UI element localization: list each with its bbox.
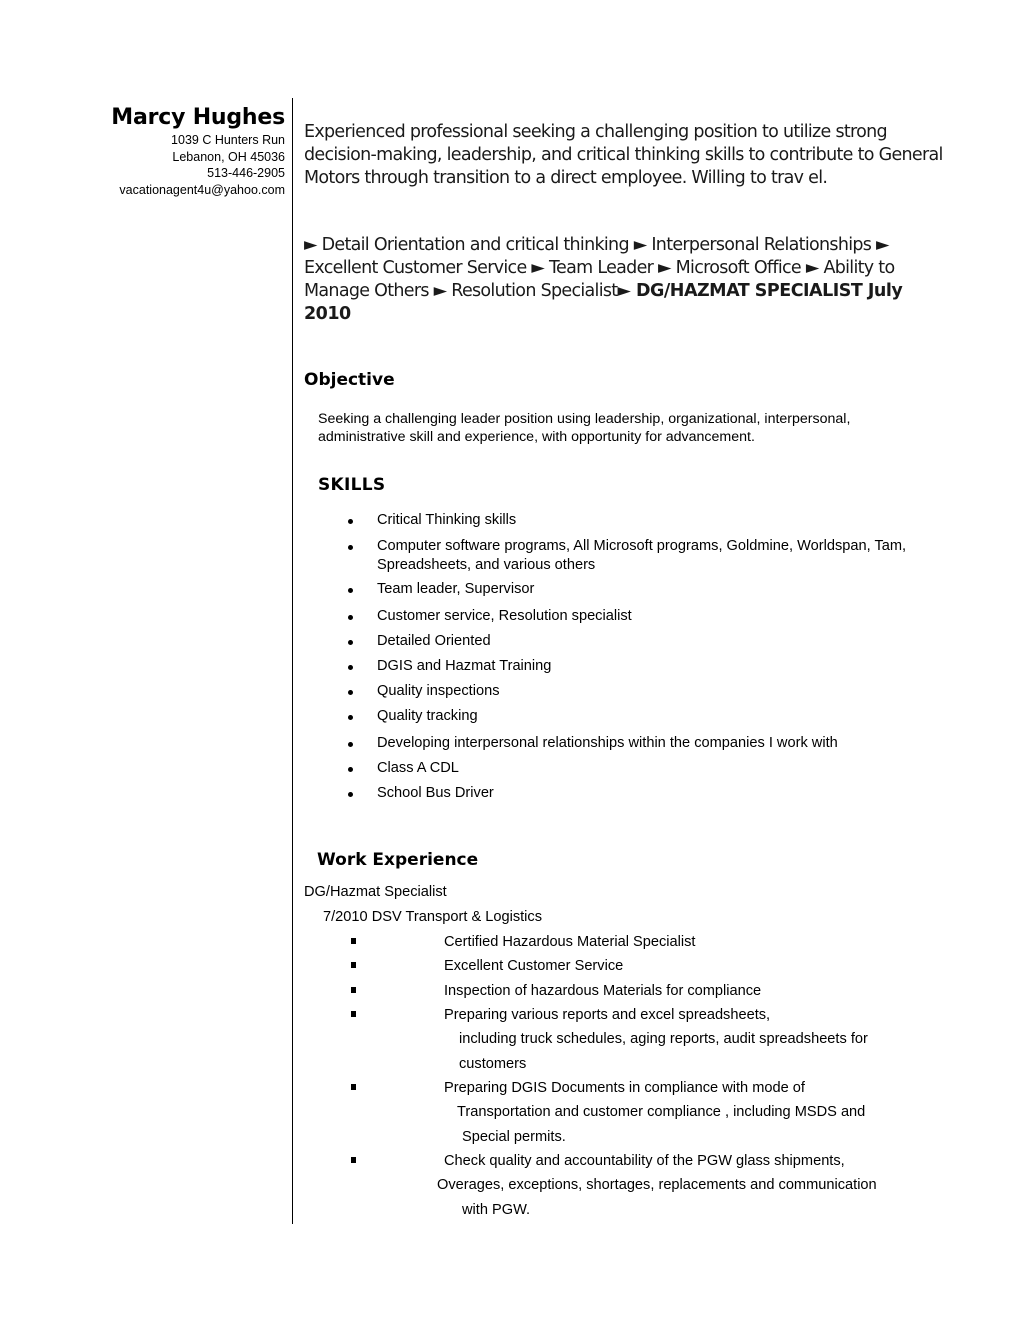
bullet-icon <box>348 690 353 695</box>
candidate-name: Marcy Hughes <box>111 105 285 130</box>
skill-item <box>377 580 947 599</box>
bullet-icon <box>348 715 353 720</box>
duty-item <box>444 932 695 952</box>
skill-text: Computer software programs, All Microsoft programs, Goldmine, Worldspan, Tam, Spreadsheets, and various others <box>377 538 907 573</box>
bullet-icon <box>348 588 353 593</box>
summary-paragraph: Experienced professional seeking a challenging position to utilize strong decision-making, leadership, and critical thinking skills to contribute to General Motors through transition to a direct employee. Willing to trav el. <box>304 122 943 188</box>
duty-text: Excellent Customer Service <box>444 958 624 974</box>
bullet-icon <box>348 792 353 797</box>
hazmat-highlight: ► DG/HAZMAT SPECIALIST July 2010 <box>304 281 903 324</box>
skill-text: School Bus Driver <box>377 785 494 801</box>
skill-item <box>377 657 947 676</box>
duty-continuation: Transportation and customer compliance , including MSDS and <box>457 1104 866 1120</box>
square-bullet-icon <box>351 962 356 968</box>
skill-text: Customer service, Resolution specialist <box>377 608 632 624</box>
job-date-company: 7/2010 DSV Transport & Logistics <box>323 909 543 925</box>
skill-text: Developing interpersonal relationships within the companies I work with <box>377 735 838 751</box>
duty-continuation: with PGW. <box>462 1202 531 1218</box>
bullet-icon <box>348 640 353 645</box>
skills-summary-text: ► Detail Orientation and critical thinking ► Interpersonal Relationships ► Excellent Customer Service ► Team Leader ► Microsoft Office ► Ability to Manage Others ► Resolution Specialist <box>304 235 895 301</box>
bullet-icon <box>348 665 353 670</box>
duty-continuation: customers <box>459 1056 527 1072</box>
skills-heading: SKILLS <box>318 475 386 495</box>
duty-item <box>444 956 623 976</box>
skill-item <box>377 632 947 651</box>
duty-text: Preparing various reports and excel spreadsheets, <box>444 1007 771 1023</box>
bullet-icon <box>348 767 353 772</box>
duty-item <box>444 1151 845 1171</box>
email-address[interactable]: vacationagent4u@yahoo.com <box>119 182 285 197</box>
duty-continuation: Overages, exceptions, shortages, replacements and communication <box>437 1177 877 1193</box>
job-title: DG/Hazmat Specialist <box>304 884 447 900</box>
skill-item <box>377 537 937 574</box>
objective-text: Seeking a challenging leader position using leadership, organizational, interpersonal, administrative skill and experience, with opportunity for advancement. <box>318 411 851 445</box>
duty-text: Certified Hazardous Material Specialist <box>444 934 696 950</box>
bullet-icon <box>348 519 353 524</box>
duty-item <box>444 1078 805 1098</box>
skill-text: Quality tracking <box>377 708 478 724</box>
duty-continuation: Special permits. <box>462 1129 566 1145</box>
work-experience-heading: Work Experience <box>317 850 479 870</box>
skill-item <box>377 759 947 778</box>
bullet-icon <box>348 742 353 747</box>
skill-text: Critical Thinking skills <box>377 512 517 528</box>
skill-item <box>377 734 947 753</box>
duty-text: Inspection of hazardous Materials for compliance <box>444 983 762 999</box>
skill-item <box>377 682 947 701</box>
bullet-icon <box>348 545 353 550</box>
skill-item <box>377 607 947 626</box>
square-bullet-icon <box>351 987 356 993</box>
skill-text: Detailed Oriented <box>377 633 491 649</box>
skill-text: Quality inspections <box>377 683 500 699</box>
address-line-1: 1039 C Hunters Run <box>171 133 285 147</box>
bullet-icon <box>348 615 353 620</box>
square-bullet-icon <box>351 1084 356 1090</box>
skill-item <box>377 784 947 803</box>
skills-summary-line <box>304 234 944 326</box>
skill-text: Team leader, Supervisor <box>377 581 535 597</box>
duty-text: Preparing DGIS Documents in compliance with mode of <box>444 1080 805 1096</box>
skill-item <box>377 511 947 530</box>
skill-text: Class A CDL <box>377 760 459 776</box>
phone-number: 513-446-2905 <box>207 166 285 180</box>
square-bullet-icon <box>351 938 356 944</box>
objective-heading: Objective <box>304 370 395 390</box>
duty-item <box>444 1005 770 1025</box>
skill-item <box>377 707 947 726</box>
square-bullet-icon <box>351 1011 356 1017</box>
duty-continuation: including truck schedules, aging reports, audit spreadsheets for <box>459 1031 868 1047</box>
address-line-2: Lebanon, OH 45036 <box>172 149 285 164</box>
duty-text: Check quality and accountability of the PGW glass shipments, <box>444 1153 845 1169</box>
square-bullet-icon <box>351 1157 356 1163</box>
column-divider <box>292 98 293 1224</box>
skill-text: DGIS and Hazmat Training <box>377 658 552 674</box>
duty-item <box>444 981 761 1001</box>
contact-block <box>60 104 286 198</box>
